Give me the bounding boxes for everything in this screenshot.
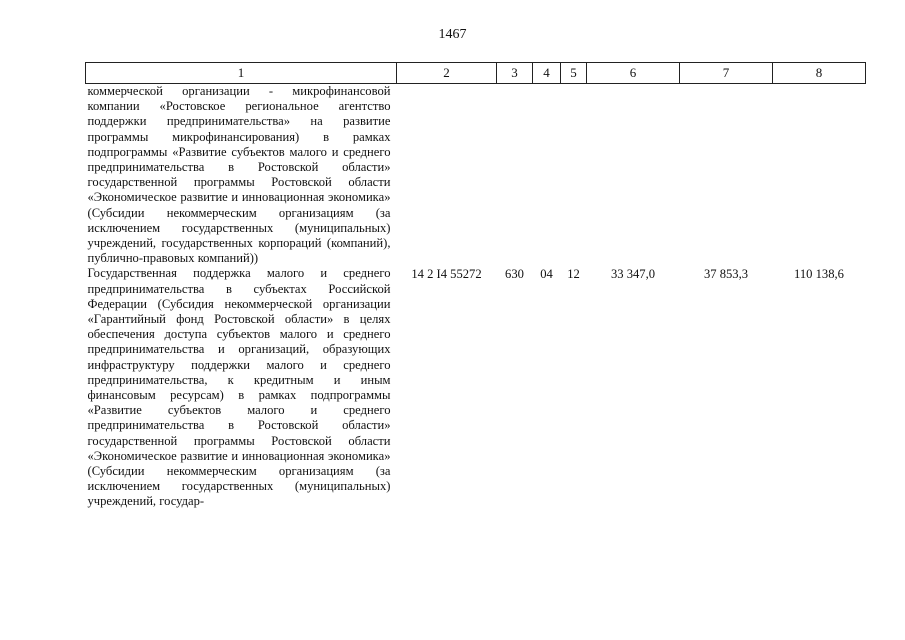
column-header-2: 2 (397, 63, 497, 84)
column-header-7: 7 (680, 63, 773, 84)
row-amount-col6: 33 347,0 (610, 267, 656, 282)
row-expense-type (497, 84, 533, 267)
row-target-code (397, 84, 497, 267)
row-amount-col8: 110 138,6 (794, 267, 844, 282)
row-section: 04 (540, 267, 553, 282)
column-header-4: 4 (533, 63, 561, 84)
budget-table (85, 62, 866, 510)
row-amount-col6 (587, 84, 680, 267)
column-header-8: 8 (773, 63, 866, 84)
row-target-code: 14 2 I4 55272 (411, 267, 482, 282)
row-description: Государственная поддержка малого и среднего предпринимательства в субъектах Российской Федерации (Субсидия некоммерческой организации «Гарантийный фонд Ростовской области» в целях обеспечения доступа субъектов малого и среднего предпринимательства и организаций, образующих инфраструктуру поддержки малого и среднего предпринимательства, к кредитным и иным финансовым ресурсам) в рамках подпрограммы «Развитие субъектов малого и среднего предпринимательства в Ростовской области» государственной программы Ростовской области «Экономическое развитие и инновационная экономика» (Субсидии некоммерческим организациям (за исключением государственных (муниципальных) учреждений, государ- (87, 266, 391, 509)
row-amount-col8 (773, 84, 866, 267)
column-header-1: 1 (86, 63, 397, 84)
page-number: 1467 (438, 27, 467, 42)
table-row (86, 266, 866, 509)
row-amount-col7: 37 853,3 (703, 267, 749, 282)
row-amount-col7 (680, 84, 773, 267)
row-expense-type: 630 (505, 267, 524, 282)
column-header-6: 6 (587, 63, 680, 84)
row-section (533, 84, 561, 267)
row-description: коммерческой организации - микрофинансовой компании «Ростовское региональное агентство поддержки предпринимательства» на развитие программы микрофинансирования) в рамках подпрограммы «Развитие субъектов малого и среднего предпринимательства в Ростовской области» государственной программы Ростовской области «Экономическое развитие и инновационная экономика» (Субсидии некоммерческим организациям (за исключением государственных (муниципальных) учреждений, государственных корпораций (компаний), публично-правовых компаний)) (87, 84, 391, 266)
column-header-3: 3 (497, 63, 533, 84)
row-subsection: 12 (567, 267, 580, 282)
table-row (86, 84, 866, 267)
column-header-5: 5 (561, 63, 587, 84)
column-number-header-row (86, 63, 866, 84)
row-subsection (561, 84, 587, 267)
